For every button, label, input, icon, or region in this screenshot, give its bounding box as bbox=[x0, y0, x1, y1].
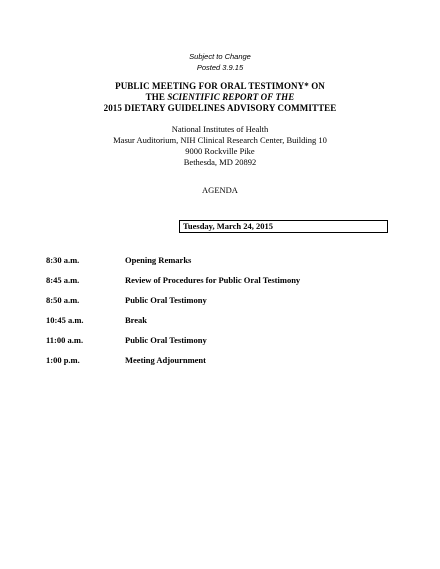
address-city: Bethesda, MD 20892 bbox=[183, 157, 257, 167]
title-line-3: 2015 DIETARY GUIDELINES ADVISORY COMMITTEE bbox=[103, 103, 337, 113]
agenda-time: 8:30 a.m. bbox=[46, 255, 80, 265]
agenda-row bbox=[46, 255, 406, 275]
agenda-row bbox=[46, 315, 406, 335]
agenda-item: Opening Remarks bbox=[125, 255, 192, 265]
agenda-list bbox=[46, 255, 406, 375]
title-line-1: PUBLIC MEETING FOR ORAL TESTIMONY* ON bbox=[115, 81, 325, 91]
agenda-time: 11:00 a.m. bbox=[46, 335, 84, 345]
agenda-item: Public Oral Testimony bbox=[125, 295, 207, 305]
title-line-2-italic: SCIENTIFIC REPORT OF THE bbox=[167, 92, 295, 102]
address-street: 9000 Rockville Pike bbox=[185, 146, 255, 156]
title-line-2 bbox=[0, 92, 440, 103]
agenda-item: Break bbox=[125, 315, 148, 325]
agenda-item: Public Oral Testimony bbox=[125, 335, 207, 345]
agenda-time: 8:45 a.m. bbox=[46, 275, 80, 285]
agenda-row bbox=[46, 355, 406, 375]
agenda-heading: AGENDA bbox=[202, 185, 238, 195]
title-line-2-prefix: THE bbox=[145, 92, 168, 102]
agenda-time: 10:45 a.m. bbox=[46, 315, 84, 325]
agenda-time: 1:00 p.m. bbox=[46, 355, 80, 365]
agenda-row bbox=[46, 335, 406, 355]
address-institution: National Institutes of Health bbox=[171, 124, 269, 134]
agenda-row bbox=[46, 295, 406, 315]
posted-date-note: Posted 3.9.15 bbox=[196, 63, 244, 72]
agenda-item: Meeting Adjournment bbox=[125, 355, 206, 365]
subject-to-change-note: Subject to Change bbox=[189, 52, 251, 61]
agenda-row bbox=[46, 275, 406, 295]
agenda-item: Review of Procedures for Public Oral Testimony bbox=[125, 275, 301, 285]
address-venue: Masur Auditorium, NIH Clinical Research Center, Building 10 bbox=[113, 135, 327, 145]
agenda-time: 8:50 a.m. bbox=[46, 295, 80, 305]
meeting-date-box: Tuesday, March 24, 2015 bbox=[179, 220, 388, 233]
